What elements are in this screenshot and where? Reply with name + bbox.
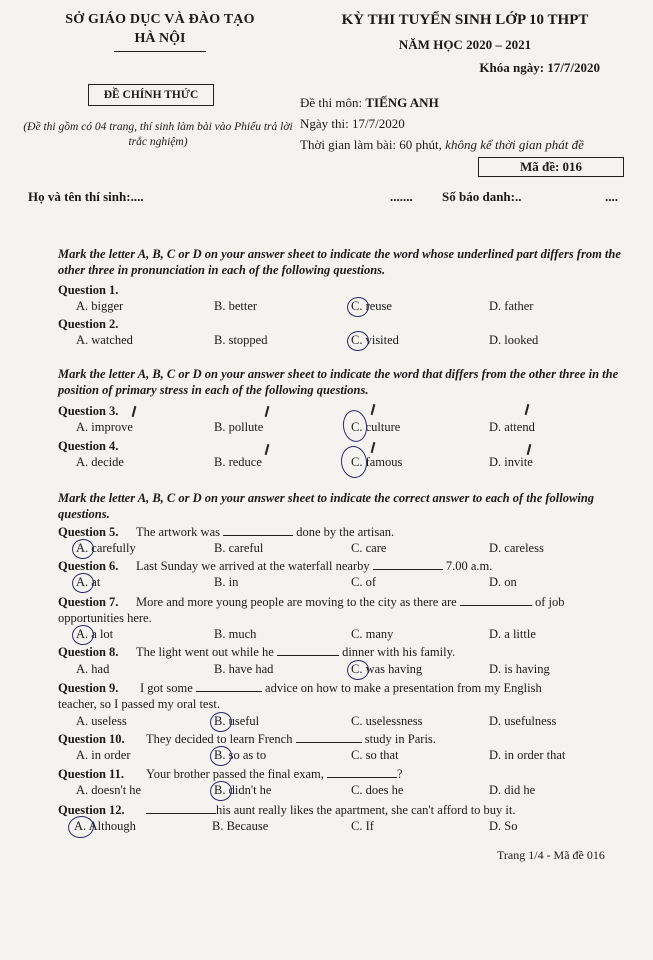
q2-option-c[interactable]: C. visited	[351, 333, 399, 347]
subject: TIẾNG ANH	[365, 95, 439, 110]
q1-option-b[interactable]: B. better	[214, 299, 258, 313]
question-10-label: Question 10.	[58, 732, 125, 746]
q8-option-a[interactable]: A. had	[76, 662, 110, 676]
question-11-stem: Your brother passed the final exam, ?	[146, 767, 403, 781]
q7-option-b[interactable]: B. much	[214, 627, 257, 641]
q9-option-a[interactable]: A. useless	[76, 714, 127, 728]
q9-option-d[interactable]: D. usefulness	[489, 714, 557, 728]
q10-option-d[interactable]: D. in order that	[489, 748, 566, 762]
stress-mark-q3a	[132, 406, 137, 417]
q6-blank[interactable]	[373, 559, 443, 570]
q12-blank[interactable]	[146, 803, 216, 814]
q5-option-a[interactable]: A. carefully	[76, 541, 136, 555]
q10-option-c[interactable]: C. so that	[351, 748, 399, 762]
question-8-stem: The light went out while he dinner with his family.	[136, 645, 456, 659]
q7-option-d[interactable]: D. a little	[489, 627, 536, 641]
subject-line: Đề thi môn: TIẾNG ANH	[300, 95, 439, 110]
question-11-label: Question 11.	[58, 767, 124, 781]
q3-option-a[interactable]: A. improve	[76, 420, 133, 434]
q2-option-b[interactable]: B. stopped	[214, 333, 268, 347]
page-footer: Trang 1/4 - Mã đề 016	[497, 848, 605, 862]
question-4-label: Question 4.	[58, 439, 119, 453]
question-6-stem: Last Sunday we arrived at the waterfall nearby 7.00 a.m.	[136, 559, 493, 573]
duration-line: Thời gian làm bài: 60 phút, không kể thời gian phát đề	[300, 137, 584, 152]
stress-mark-q3d	[525, 404, 530, 415]
q6-option-a[interactable]: A. at	[76, 575, 101, 589]
q11-option-a[interactable]: A. doesn't he	[76, 783, 142, 797]
question-5-label: Question 5.	[58, 525, 119, 539]
q11-option-c[interactable]: C. does he	[351, 783, 404, 797]
question-3-label: Question 3.	[58, 404, 119, 418]
candidate-number-field[interactable]: Số báo danh:..	[442, 189, 522, 204]
exam-title: KỲ THI TUYỂN SINH LỚP 10 THPT	[341, 12, 589, 28]
question-9-stem-cont: teacher, so I passed my oral test.	[58, 697, 220, 711]
q10-option-a[interactable]: A. in order	[76, 748, 131, 762]
page-note: (Đề thi gồm có 04 trang, thí sinh làm bài vào Phiếu trả lời trắc nghiệm)	[23, 121, 293, 148]
question-5-stem: The artwork was done by the artisan.	[136, 525, 395, 539]
q4-option-d[interactable]: D. invite	[489, 455, 533, 469]
question-8-label: Question 8.	[58, 645, 119, 659]
q7-option-a[interactable]: A. a lot	[76, 627, 114, 641]
q3-option-c[interactable]: C. culture	[351, 420, 401, 434]
q10-blank[interactable]	[296, 732, 362, 743]
q7-option-c[interactable]: C. many	[351, 627, 394, 641]
q11-option-d[interactable]: D. did he	[489, 783, 536, 797]
q2-option-a[interactable]: A. watched	[76, 333, 133, 347]
q5-option-d[interactable]: D. careless	[489, 541, 544, 555]
department-city: HÀ NỘI	[134, 31, 186, 46]
q5-option-b[interactable]: B. careful	[214, 541, 264, 555]
q3-option-d[interactable]: D. attend	[489, 420, 535, 434]
q11-option-b[interactable]: B. didn't he	[214, 783, 272, 797]
question-10-stem: They decided to learn French study in Paris.	[146, 732, 436, 746]
q1-option-a[interactable]: A. bigger	[76, 299, 124, 313]
q8-blank[interactable]	[277, 645, 339, 656]
q10-option-b[interactable]: B. so as to	[214, 748, 267, 762]
exam-date: Ngày thi: 17/7/2020	[300, 116, 405, 131]
stress-mark-q4c	[371, 442, 376, 453]
school-year: NĂM HỌC 2020 – 2021	[398, 37, 532, 52]
candidate-name-dots: .......	[390, 189, 413, 204]
header-underline	[114, 51, 206, 52]
q6-option-b[interactable]: B. in	[214, 575, 239, 589]
section-1-instruction: Mark the letter A, B, C or D on your answer sheet to indicate the word whose underlined part differs from the other three in pronunciation in each of the following questions.	[58, 247, 621, 277]
section-2-instruction: Mark the letter A, B, C or D on your answer sheet to indicate the word that differs from the other three in the position of primary stress in each of the following questions.	[58, 367, 619, 397]
q7-blank[interactable]	[460, 595, 532, 606]
department-name: SỞ GIÁO DỤC VÀ ĐÀO TẠO	[65, 12, 255, 27]
q5-option-c[interactable]: C. care	[351, 541, 387, 555]
question-7-stem-cont: opportunities here.	[58, 611, 152, 625]
question-1-label: Question 1.	[58, 283, 119, 297]
q3-option-b[interactable]: B. pollute	[214, 420, 264, 434]
candidate-number-dots: ....	[605, 189, 618, 204]
question-9-label: Question 9.	[58, 681, 119, 695]
question-12-label: Question 12.	[58, 803, 125, 817]
candidate-name-field[interactable]: Họ và tên thí sinh:....	[28, 189, 144, 204]
q9-option-b[interactable]: B. useful	[214, 714, 260, 728]
department-header	[40, 12, 280, 52]
question-9-stem: I got some advice on how to make a presentation from my English	[140, 681, 542, 695]
q12-option-c[interactable]: C. If	[351, 819, 374, 833]
q9-option-c[interactable]: C. uselessness	[351, 714, 423, 728]
q4-option-c[interactable]: C. famous	[351, 455, 403, 469]
question-7-label: Question 7.	[58, 595, 119, 609]
answer-mark-q3	[341, 408, 369, 443]
exam-header	[300, 12, 630, 76]
question-7-stem: More and more young people are moving to the city as there are of job	[136, 595, 565, 609]
q12-option-a[interactable]: A. Although	[74, 819, 136, 833]
stress-mark-q3c	[371, 404, 376, 415]
stress-mark-q4b	[265, 444, 270, 455]
official-badge: ĐỀ CHÍNH THỨC	[88, 84, 214, 106]
q8-option-d[interactable]: D. is having	[489, 662, 550, 676]
q1-option-d[interactable]: D. father	[489, 299, 534, 313]
answer-mark-q4	[339, 444, 369, 479]
q5-blank[interactable]	[223, 525, 293, 536]
q12-option-b[interactable]: B. Because	[212, 819, 269, 833]
q6-option-c[interactable]: C. of	[351, 575, 377, 589]
q1-option-c[interactable]: C. reuse	[351, 299, 392, 313]
course-date: Khóa ngày: 17/7/2020	[479, 60, 600, 75]
stress-mark-q3b	[265, 406, 270, 417]
q2-option-d[interactable]: D. looked	[489, 333, 539, 347]
question-6-label: Question 6.	[58, 559, 119, 573]
exam-code: Mã đề: 016	[478, 157, 624, 177]
q4-option-b[interactable]: B. reduce	[214, 455, 262, 469]
q11-blank[interactable]	[327, 767, 397, 778]
section-3-instruction: Mark the letter A, B, C or D on your answer sheet to indicate the correct answer to each of the following questions.	[58, 491, 595, 521]
question-12-stem: his aunt really likes the apartment, she can't afford to buy it.	[146, 803, 516, 818]
q8-option-b[interactable]: B. have had	[214, 662, 274, 676]
q6-option-d[interactable]: D. on	[489, 575, 517, 589]
question-2-label: Question 2.	[58, 317, 119, 331]
q12-option-d[interactable]: D. So	[489, 819, 518, 833]
q4-option-a[interactable]: A. decide	[76, 455, 124, 469]
stress-mark-q4d	[527, 444, 532, 455]
q9-blank[interactable]	[196, 681, 262, 692]
q8-option-c[interactable]: C. was having	[351, 662, 423, 676]
